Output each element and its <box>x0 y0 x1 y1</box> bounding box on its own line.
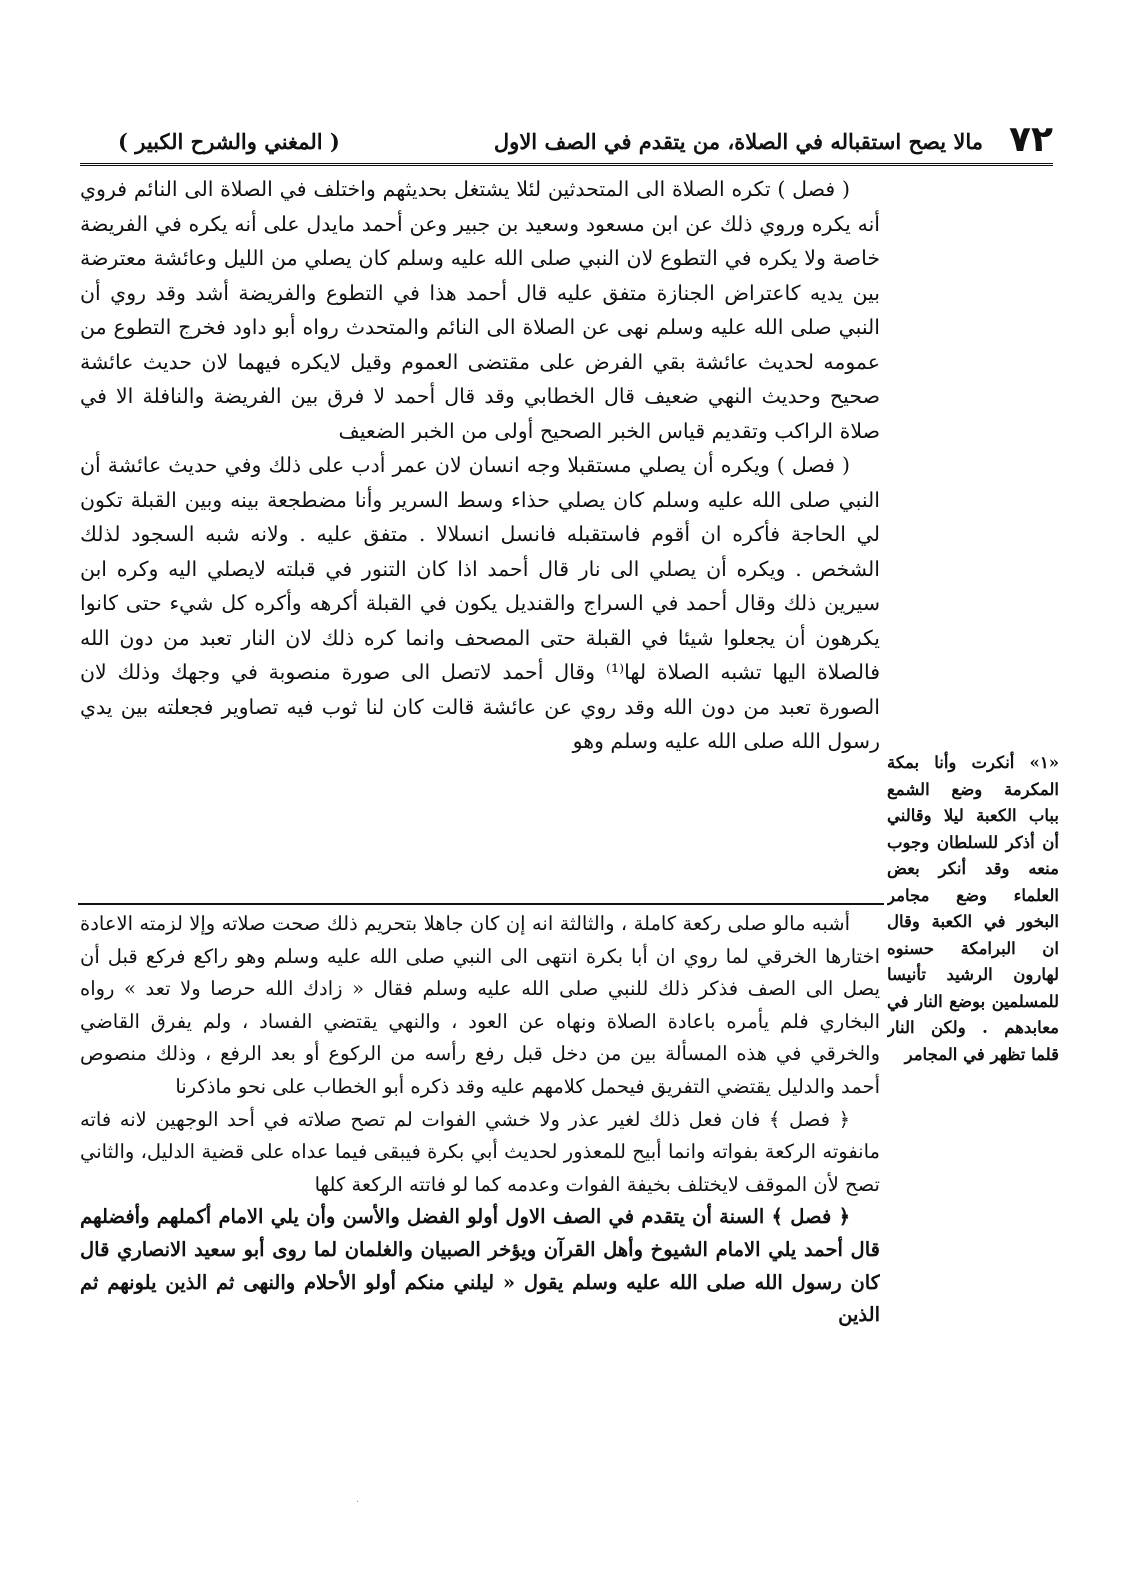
commentary-paragraph: أشبه مالو صلى ركعة كاملة ، والثالثة انه إن كان جاهلا بتحريم ذلك صحت صلاته وإلا لزمته الاعادة اختارها الخرقي لما روي ان أبا بكرة انتهى الى النبي صلى الله عليه وسلم وهو راكع فركع قبل أن يصل الى الصف فذكر ذلك للنبي صلى الله عليه وسلم فقال « زادك الله حرصا ولا تعد » رواه البخاري فلم يأمره باعادة الصلاة ونهاه عن العود ، والنهي يقتضي الفساد ، ولم يفرق القاضي والخرقي في هذه المسألة بين من دخل قبل رفع رأسه من الركوع أو بعد الرفع ، وذلك منصوص أحمد والدليل يقتضي التفريق فيحمل كلامهم عليه وقد ذكره أبو الخطاب على نحو ماذكرنا <box>80 912 880 1098</box>
side-footnote: «١» أنكرت وأنا بمكة المكرمة وضع الشمع بباب الكعبة ليلا وقالني أن أذكر للسلطان وجوب منعه وقد أنكر بعض العلماء وضع مجامر البخور في الكعبة وقال ان البرامكة حسنوه لهارون الرشيد تأنيسا للمسلمين بوضع النار في معابدهم . ولكن النار قلما تظهر في المجامر <box>887 753 1059 1064</box>
main-text <box>80 172 880 894</box>
header-rule <box>80 163 1053 166</box>
section-divider <box>78 903 884 905</box>
commentary-paragraph: ﴿ فصل ﴾ السنة أن يتقدم في الصف الاول أولو الفضل والأسن وأن يلي الامام أكملهم وأفضلهم قال أحمد يلي الامام الشيوخ وأهل القرآن ويؤخر الصبيان والغلمان لما روى أبو سعيد الانصاري قال كان رسول الله صلى الله عليه وسلم يقول « ليلني منكم أولو الأحلام والنهى ثم الذين يلونهم ثم الذين <box>80 1205 880 1327</box>
running-title: مالا يصح استقباله في الصلاة، من يتقدم في الصف الاول <box>493 129 984 154</box>
commentary-paragraph: ﴿ فصل ﴾ فان فعل ذلك لغير عذر ولا خشي الفوات لم تصح صلاته في أحد الوجهين لانه فاته مانفوته الركعة بفواته وانما أبيح للمعذور لحديث أبي بكرة فيبقى فيما عداه على قضية الدليل، والثاني تصح لأن الموقف لايختلف بخيفة الفوات وعدمه كما لو فاتته الركعة كلها <box>80 1107 880 1196</box>
book-title: ( المغني والشرح الكبير ) <box>118 129 340 154</box>
page-number: ٧٢ <box>1009 119 1053 160</box>
main-paragraph: ( فصل ) ويكره أن يصلي مستقبلا وجه انسان لان عمر أدب على ذلك وفي حديث عائشة أن النبي صلى الله عليه وسلم كان يصلي حذاء وسط السرير وأنا مضطجعة بينه وبين القبلة تكون لي الحاجة فأكره ان أقوم فاستقبله فانسل انسلالا . متفق عليه . ولانه شبه السجود لذلك الشخص . ويكره أن يصلي الى نار قال أحمد اذا كان التنور في قبلته لايصلي اليه وكره ابن سيرين ذلك وقال أحمد في السراج والقنديل يكون في القبلة أكرهه وأكره كل شيء حتى كانوا يكرهون أن يجعلوا شيئا في القبلة حتى المصحف وانما كره ذلك لان النار تعبد من دون الله فالصلاة اليها تشبه الصلاة لها⁽¹⁾ وقال أحمد لاتصل الى صورة منصوبة في وجهك وذلك لان الصورة تعبد من دون الله وقد روي عن عائشة قالت كان لنا ثوب فيه تصاوير فجعلته بين يدي رسول الله صلى الله عليه وسلم وهو <box>80 453 880 753</box>
scan-speck: · <box>356 1497 360 1508</box>
page-header <box>118 108 1053 160</box>
main-paragraph: ( فصل ) تكره الصلاة الى المتحدثين لئلا يشتغل بحديثهم واختلف في الصلاة الى النائم فروي أنه يكره وروي ذلك عن ابن مسعود وسعيد بن جبير وعن أحمد مايدل على أنه يكره في الفريضة خاصة ولا يكره في التطوع لان النبي صلى الله عليه وسلم كان يصلي من الليل وعائشة معترضة بين يديه كاعتراض الجنازة متفق عليه قال أحمد هذا في التطوع والفريضة أشد وقد روي أن النبي صلى الله عليه وسلم نهى عن الصلاة الى النائم والمتحدث رواه أبو داود فخرج التطوع من عمومه لحديث عائشة بقي الفرض على مقتضى العموم وقيل لايكره فيهما لان حديث عائشة صحيح وحديث النهي ضعيف قال الخطابي وقد قال أحمد لا فرق بين الفريضة والنافلة الا في صلاة الراكب وتقديم قياس الخبر الصحيح أولى من الخبر الضعيف <box>80 177 880 443</box>
commentary-text <box>80 908 880 1458</box>
